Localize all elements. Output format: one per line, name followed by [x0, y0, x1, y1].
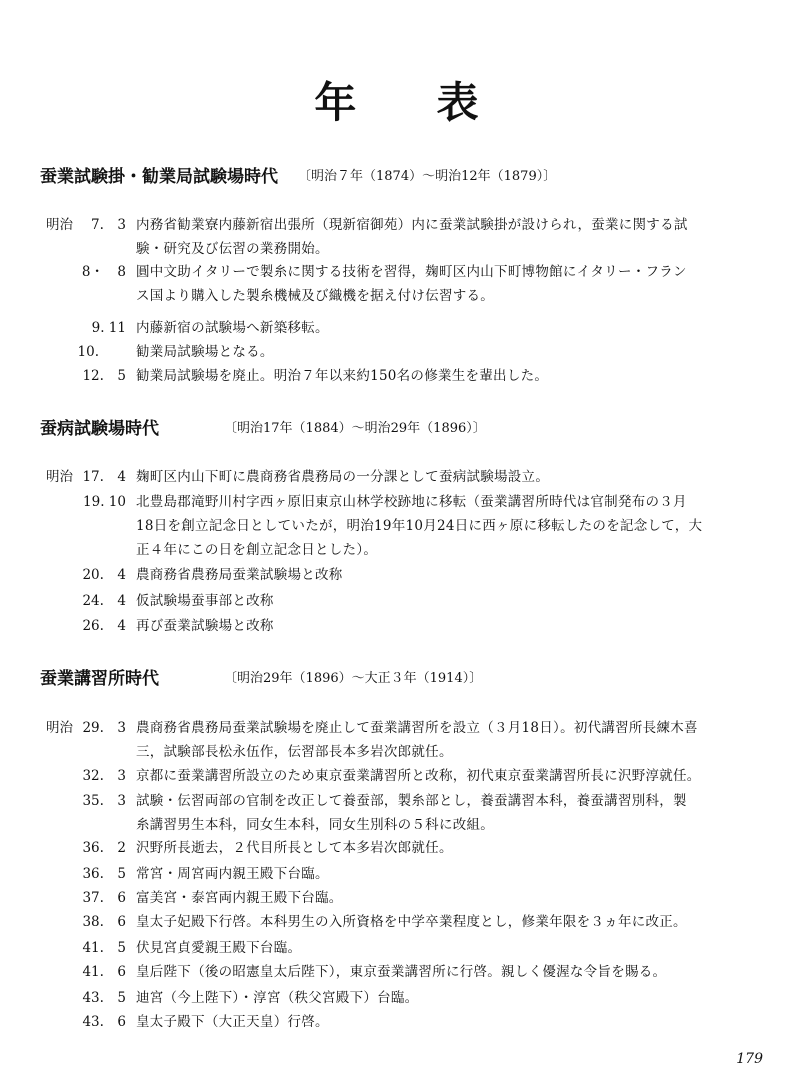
- entry-text: [136, 316, 766, 340]
- page-title: [0, 70, 795, 130]
- timeline-entry: [0, 789, 795, 837]
- entry-date: 20. 4: [82, 567, 126, 583]
- entry-date: 7. 3: [91, 217, 126, 233]
- timeline-entry: [0, 764, 795, 788]
- entry-text-line: 仮試験場蚕事部と改称: [136, 593, 274, 609]
- entry-text-line: 圓中文助イタリーで製糸に関する技術を習得，麹町区内山下町博物館にイタリー・フラン: [136, 264, 687, 280]
- entry-text-line: 三，試験部長松永伍作，伝習部長本多岩次郎就任。: [136, 744, 453, 760]
- entry-date: 43. 5: [82, 990, 126, 1006]
- timeline-entry: [0, 340, 795, 364]
- timeline-entry: [0, 589, 795, 613]
- entry-text-line: 再び蚕業試験場と改称: [136, 618, 274, 634]
- section-heading: [40, 664, 483, 689]
- section-period: 〔明治29年（1896）～大正３年（1914）〕: [224, 671, 483, 686]
- entry-text: [136, 213, 766, 261]
- entry-text-line: 18日を創立記念日としていたが，明治19年10月24日に西ヶ原に移転したのを記念して，大: [136, 518, 703, 534]
- timeline-entry: [0, 960, 795, 984]
- entry-date: 38. 6: [82, 914, 126, 930]
- entry-era: 明治: [46, 217, 73, 233]
- entry-text-line: 農商務省農務局蚕業試験場を廃止して蚕業講習所を設立（３月18日）。初代講習所長練木喜: [136, 720, 698, 736]
- timeline-entry: [0, 716, 795, 764]
- entry-text-line: 京都に蚕業講習所設立のため東京蚕業講習所と改称，初代東京蚕業講習所長に沢野淳就任。: [136, 768, 701, 784]
- entry-era: 明治: [46, 720, 73, 736]
- entry-text-line: 勧業局試験場を廃止。明治７年以来約150名の修業生を輩出した。: [136, 368, 549, 384]
- section-title: 蚕病試験場時代: [40, 419, 159, 439]
- entry-date: 17. 4: [82, 469, 126, 485]
- timeline-entry: [0, 886, 795, 910]
- entry-text: [136, 836, 766, 860]
- entry-text-line: 正４年にこの日を創立記念日とした）。: [136, 542, 378, 558]
- entry-date: 19. 10: [83, 494, 126, 510]
- entry-date: 9. 11: [91, 320, 126, 336]
- entry-date: 8・ 8: [81, 264, 126, 280]
- timeline-entry: [0, 490, 795, 562]
- entry-date: 36. 2: [82, 840, 126, 856]
- entry-text-line: 内務省勧業寮内藤新宿出張所（現新宿御苑）内に蚕業試験掛が設けられ，蚕業に関する試: [136, 217, 688, 233]
- entry-text: [136, 465, 766, 489]
- entry-text-line: 内藤新宿の試験場へ新築移転。: [136, 320, 329, 336]
- entry-date: 41. 5: [82, 940, 126, 956]
- timeline-entry: [0, 836, 795, 860]
- entry-text: [136, 716, 766, 764]
- entry-text-line: 皇太子妃殿下行啓。本科男生の入所資格を中学卒業程度とし，修業年限を３ヵ年に改正。: [136, 914, 687, 930]
- entry-date: 37. 6: [82, 890, 126, 906]
- entry-text-line: 農商務省農務局蚕業試験場と改称: [136, 567, 343, 583]
- entry-text: [136, 960, 766, 984]
- entry-text-line: 皇太子殿下（大正天皇）行啓。: [136, 1014, 329, 1030]
- timeline-entry: [0, 862, 795, 886]
- section-period: 〔明治７年（1874）～明治12年（1879）〕: [298, 169, 557, 184]
- entry-era: 明治: [46, 469, 73, 485]
- entry-date: 35. 3: [82, 793, 126, 809]
- entry-text: [136, 1010, 766, 1034]
- section-title: 蚕業講習所時代: [40, 669, 159, 689]
- entry-text: [136, 563, 766, 587]
- entry-text: [136, 910, 766, 934]
- timeline-entry: [0, 1010, 795, 1034]
- entry-text-line: 勧業局試験場となる。: [136, 344, 274, 360]
- section-heading: [40, 162, 557, 187]
- timeline-entry: [0, 260, 795, 308]
- entry-text: [136, 936, 766, 960]
- entry-text: [136, 986, 766, 1010]
- entry-date: 24. 4: [82, 593, 126, 609]
- entry-text: [136, 490, 766, 562]
- entry-text: [136, 340, 766, 364]
- entry-text-line: 富美宮・泰宮両内親王殿下台臨。: [136, 890, 343, 906]
- timeline-entry: [0, 986, 795, 1010]
- entry-date: 36. 5: [82, 866, 126, 882]
- entry-text: [136, 789, 766, 837]
- entry-date: 12. 5: [82, 368, 126, 384]
- entry-text-line: 迪宮（今上陛下）・淳宮（秩父宮殿下）台臨。: [136, 990, 419, 1006]
- page-number: 179: [736, 1051, 763, 1067]
- entry-text: [136, 364, 766, 388]
- section-period: 〔明治17年（1884）～明治29年（1896）〕: [224, 421, 486, 436]
- entry-text-line: 験・研究及び伝習の業務開始。: [136, 241, 329, 257]
- timeline-entry: [0, 563, 795, 587]
- entry-text: [136, 862, 766, 886]
- entry-text: [136, 764, 766, 788]
- entry-text-line: 伏見宮貞愛親王殿下台臨。: [136, 940, 302, 956]
- timeline-entry: [0, 213, 795, 261]
- entry-text-line: 糸講習男生本科，同女生本科，同女生別科の５科に改組。: [136, 817, 495, 833]
- timeline-entry: [0, 316, 795, 340]
- entry-text-line: 沢野所長逝去，２代目所長として本多岩次郎就任。: [136, 840, 453, 856]
- entry-text: [136, 260, 766, 308]
- entry-text-line: 常宮・周宮両内親王殿下台臨。: [136, 866, 329, 882]
- page-title-char-2: 表: [436, 78, 481, 127]
- entry-date: 10.: [77, 344, 126, 360]
- entry-text-line: 試験・伝習両部の官制を改正して養蚕部，製糸部とし，養蚕講習本科，養蚕講習別科，製: [136, 793, 687, 809]
- entry-date: 29. 3: [82, 720, 126, 736]
- timeline-entry: [0, 364, 795, 388]
- entry-date: 26. 4: [82, 618, 126, 634]
- entry-text: [136, 886, 766, 910]
- entry-text-line: 麹町区内山下町に農商務省農務局の一分課として蚕病試験場設立。: [136, 469, 550, 485]
- entry-date: 32. 3: [82, 768, 126, 784]
- entry-text-line: ス国より購入した製糸機械及び織機を据え付け伝習する。: [136, 288, 495, 304]
- timeline-entry: [0, 614, 795, 638]
- entry-text: [136, 589, 766, 613]
- timeline-entry: [0, 936, 795, 960]
- entry-text: [136, 614, 766, 638]
- section-heading: [40, 414, 486, 439]
- entry-text-line: 北豊島郡滝野川村字西ヶ原旧東京山林学校跡地に移転（蚕業講習所時代は官制発布の３月: [136, 494, 687, 510]
- entry-date: 41. 6: [82, 964, 126, 980]
- entry-text-line: 皇后陛下（後の昭憲皇太后陛下），東京蚕業講習所に行啓。親しく優渥な令旨を賜る。: [136, 964, 667, 980]
- timeline-entry: [0, 910, 795, 934]
- section-title: 蚕業試験掛・勧業局試験場時代: [40, 167, 278, 187]
- entry-date: 43. 6: [82, 1014, 126, 1030]
- timeline-entry: [0, 465, 795, 489]
- page-title-char-1: 年: [314, 78, 359, 127]
